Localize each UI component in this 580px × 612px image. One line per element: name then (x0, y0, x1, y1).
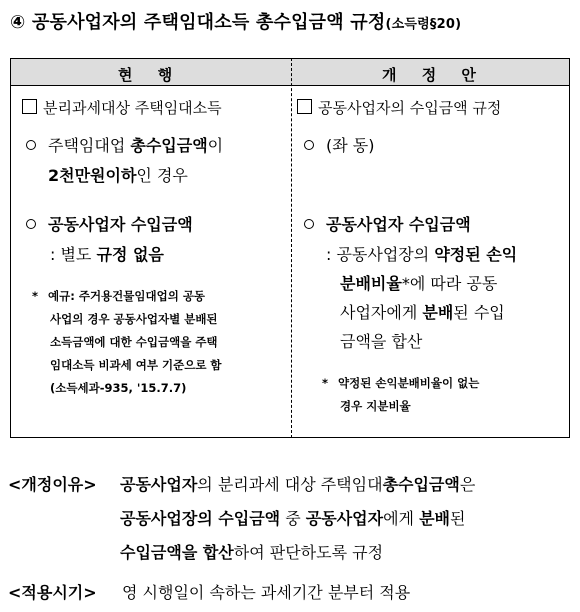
circle-bullet-icon (26, 219, 36, 229)
reason-line-2: 공동사업장의 수입금액 중 공동사업자에게 분배된 (120, 509, 466, 528)
right-item-2-line2: 분배비율*에 따라 공동 (340, 274, 498, 293)
apply-label: <적용시기> (8, 583, 97, 602)
right-item-1: (좌 동) (304, 132, 374, 160)
checkbox-square-icon (22, 99, 37, 114)
section-title (10, 8, 461, 34)
left-box-heading: 분리과세대상 주택임대소득 (22, 94, 222, 122)
circle-bullet-icon (26, 140, 36, 150)
note-line: * 예규: 주거용건물임대업의 공동 (32, 289, 206, 303)
left-note (32, 285, 282, 400)
reason-line-1: 공동사업자의 분리과세 대상 주택임대총수입금액은 (120, 475, 476, 494)
apply-text: 영 시행일이 속하는 과세기간 분부터 적용 (122, 583, 411, 602)
checkbox-square-icon (297, 99, 312, 114)
note-line: 경우 지분비율 (340, 399, 411, 413)
table-header-row (10, 58, 570, 86)
note-line: 사업의 경우 공동사업자별 분배된 (50, 312, 218, 326)
right-note (322, 372, 567, 418)
left-item-1-line2: 2천만원이하인 경우 (48, 166, 188, 185)
note-line: 임대소득 비과세 여부 기준으로 함 (50, 358, 222, 372)
left-item-2: 공동사업자 수입금액 (26, 211, 193, 239)
header-proposed: 개 정 안 (382, 66, 486, 84)
right-item-2-line1: : 공동사업장의 약정된 손익 (326, 245, 518, 264)
right-item-2-line3: 사업자에게 분배된 수입 (340, 303, 505, 322)
left-item-2-sub: : 별도 규정 없음 (50, 245, 164, 264)
section-title-ref: (소득령§20) (385, 17, 462, 32)
right-box-heading: 공동사업자의 수입금액 규정 (297, 94, 501, 122)
circle-bullet-icon (304, 140, 314, 150)
header-current: 현 행 (118, 66, 183, 84)
right-item-2-line4: 금액을 합산 (340, 332, 423, 351)
reason-line-3: 수입금액을 합산하여 판단하도록 규정 (120, 543, 384, 562)
right-item-2: 공동사업자 수입금액 (304, 211, 471, 239)
note-line: 소득금액에 대한 수입금액을 주택 (50, 335, 218, 349)
note-line: (소득세과-935, '15.7.7) (50, 381, 187, 395)
reason-label: <개정이유> (8, 475, 97, 494)
circle-bullet-icon (304, 219, 314, 229)
note-line: * 약정된 손익분배비율이 없는 (322, 376, 480, 390)
left-item-1: 주택임대업 총수입금액이 (26, 132, 223, 160)
reason-text (120, 470, 575, 568)
column-divider (291, 58, 292, 438)
section-title-text: ④ 공동사업자의 주택임대소득 총수입금액 규정 (10, 12, 386, 33)
